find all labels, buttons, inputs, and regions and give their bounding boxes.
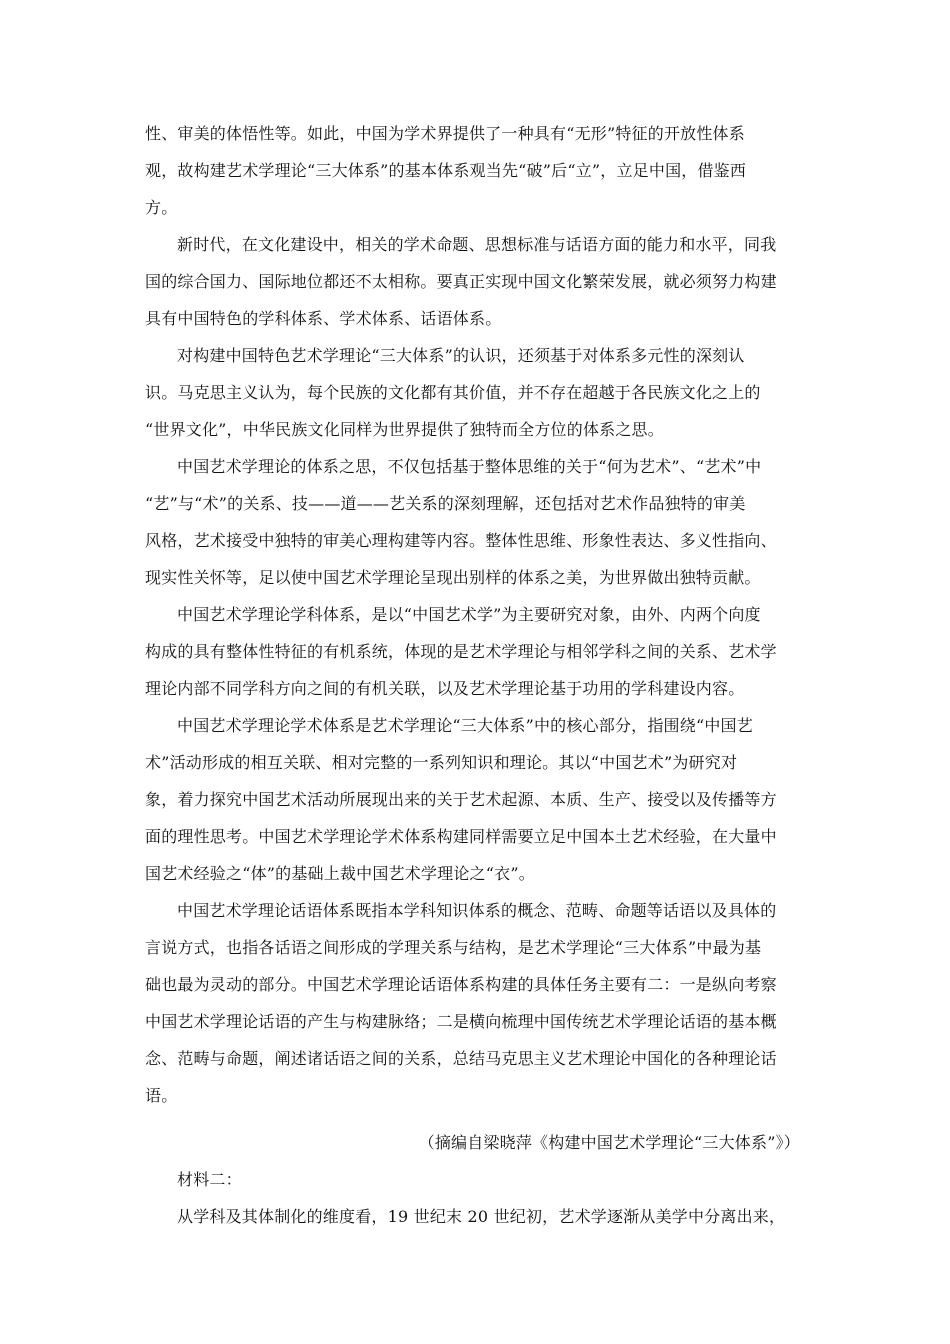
text-line: 中国艺术学理论话语的产生与构建脉络；二是横向梳理中国传统艺术学理论话语的基本概 (145, 1012, 777, 1031)
text-line: 国艺术经验之“体”的基础上裁中国艺术学理论之“衣”。 (145, 864, 535, 883)
source-citation: （摘编自梁晓萍《构建中国艺术学理论“三大体系”》） (418, 1133, 800, 1152)
text-line: 对构建中国特色艺术学理论“三大体系”的认识，还须基于对体系多元性的深刻认 (177, 346, 745, 365)
text-line: 新时代，在文化建设中，相关的学术命题、思想标准与话语方面的能力和水平，同我 (177, 235, 777, 254)
text-line: 识。马克思主义认为，每个民族的文化都有其价值，并不存在超越于各民族文化之上的 (145, 383, 761, 402)
text-line: 构成的具有整体性特征的有机系统，体现的是艺术学理论与相邻学科之间的关系、艺术学 (145, 642, 777, 661)
text-line: “世界文化”，中华民族文化同样为世界提供了独特而全方位的体系之思。 (145, 420, 664, 439)
text-line: 言说方式，也指各话语之间形成的学理关系与结构，是艺术学理论“三大体系”中最为基 (145, 938, 762, 957)
text-line: 语。 (145, 1086, 178, 1105)
text-line: 具有中国特色的学科体系、学术体系、话语体系。 (145, 309, 502, 328)
text-line: 象，着力探究中国艺术活动所展现出来的关于艺术起源、本质、生产、接受以及传播等方 (145, 790, 777, 809)
text-line: 性、审美的体悟性等。如此，中国为学术界提供了一种具有“无形”特征的开放性体系 (145, 124, 745, 143)
text-line: 面的理性思考。中国艺术学理论学术体系构建同样需要立足中国本土艺术经验，在大量中 (145, 827, 777, 846)
text-line: 中国艺术学理论学科体系，是以“中国艺术学”为主要研究对象，由外、内两个向度 (177, 605, 761, 624)
text-line: 国的综合国力、国际地位都还不太相称。要真正实现中国文化繁荣发展，就必须努力构建 (145, 272, 777, 291)
text-line: “艺”与“术”的关系、技——道——艺关系的深刻理解，还包括对艺术作品独特的审美 (145, 494, 746, 513)
text-line: 术”活动形成的相互关联、相对完整的一系列知识和理论。其以“中国艺术”为研究对 (145, 753, 738, 772)
text-line: 中国艺术学理论的体系之思，不仅包括基于整体思维的关于“何为艺术”、“艺术”中 (177, 457, 762, 476)
text-line: 中国艺术学理论话语体系既指本学科知识体系的概念、范畴、命题等话语以及具体的 (177, 901, 777, 920)
text-line: 从学科及其体制化的维度看，19 世纪末 20 世纪初，艺术学逐渐从美学中分离出来， (177, 1207, 786, 1226)
text-line: 观，故构建艺术学理论“三大体系”的基本体系观当先“破”后“立”，立足中国，借鉴西 (145, 161, 747, 180)
section-heading: 材料二： (177, 1170, 242, 1189)
text-line: 中国艺术学理论学术体系是艺术学理论“三大体系”中的核心部分，指围绕“中国艺 (177, 716, 753, 735)
text-line: 理论内部不同学科方向之间的有机关联，以及艺术学理论基于功用的学科建设内容。 (145, 679, 745, 698)
text-line: 风格，艺术接受中独特的审美心理构建等内容。整体性思维、形象性表达、多义性指向、 (145, 531, 777, 550)
text-line: 现实性关怀等，足以使中国艺术学理论呈现出别样的体系之美，为世界做出独特贡献。 (145, 568, 761, 587)
text-line: 念、范畴与命题，阐述诸话语之间的关系，总结马克思主义艺术理论中国化的各种理论话 (145, 1049, 777, 1068)
text-line: 础也最为灵动的部分。中国艺术学理论话语体系构建的具体任务主要有二：一是纵向考察 (145, 975, 777, 994)
text-line: 方。 (145, 198, 178, 217)
